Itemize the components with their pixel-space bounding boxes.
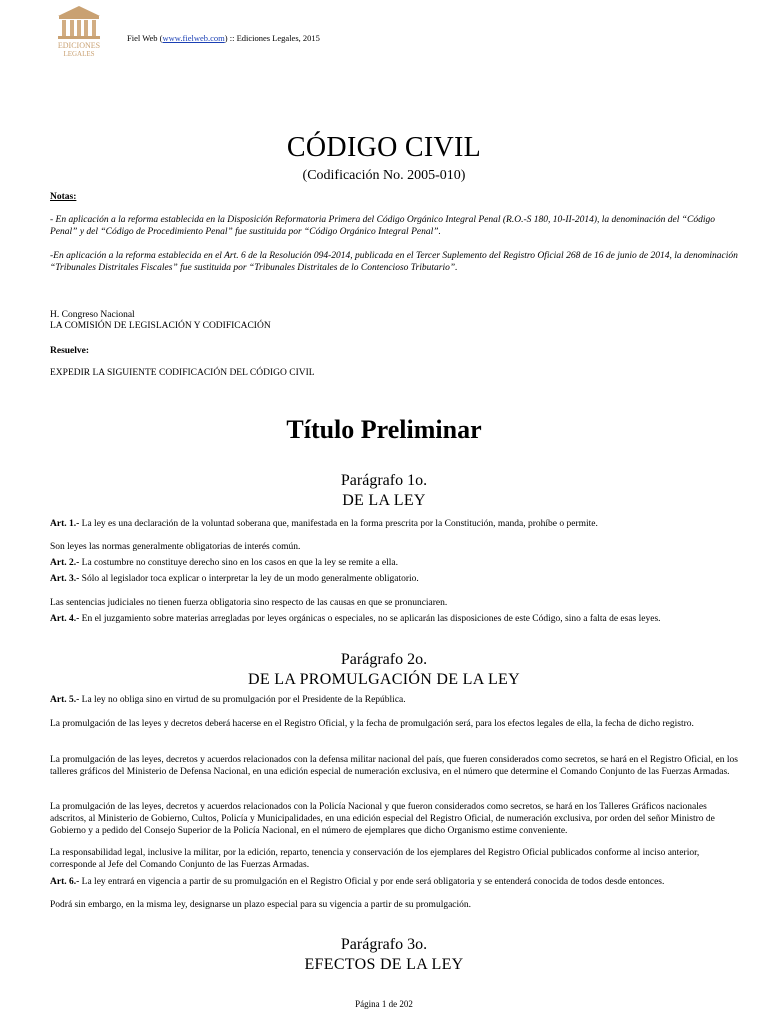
article-5-text: La ley no obliga sino en virtud de su promulgación por el Presidente de la República. (79, 695, 406, 705)
article-1-label: Art. 1.- (50, 519, 80, 529)
titulo-preliminar: Título Preliminar (286, 415, 482, 444)
article-1 (50, 518, 740, 530)
note-1: - En aplicación a la reforma establecida en la Disposición Reformatoria Primera del Código Orgánico Integral Penal (R.O.-S 180, 10-II-2014), la denominación del “Código Penal” y del “Código de Procedimiento Penal” fue sustituida por “Código Orgánico Integral Penal”. (50, 215, 715, 237)
codification-number: (Codificación No. 2005-010) (302, 168, 466, 183)
article-3-paragraph-2: Las sentencias judiciales no tienen fuerza obligatoria sino respecto de las causas en que se pronunciaren. (50, 598, 448, 608)
page-number-footer: Página 1 de 202 (355, 999, 413, 1009)
paragraph-2-name: DE LA PROMULGACIÓN DE LA LEY (248, 671, 520, 688)
article-6-label: Art. 6.- (50, 877, 80, 887)
paragraph-2-number: Parágrafo 2o. (340, 651, 428, 668)
article-1-text: La ley es una declaración de la voluntad soberana que, manifestada en la forma prescrita por la Constitución, manda, prohíbe o permite. (79, 519, 598, 529)
article-5-paragraph-2: La promulgación de las leyes y decretos deberá hacerse en el Registro Oficial, y la fecha de promulgación será, para los efectos legales de ella, la fecha de dicho registro. (50, 719, 694, 729)
article-3-text: Sólo al legislador toca explicar o interpretar la ley de un modo generalmente obligatorio. (79, 574, 419, 584)
article-3-label: Art. 3.- (50, 574, 80, 584)
notes-label: Notas: (50, 192, 77, 202)
article-1-paragraph-2: Son leyes las normas generalmente obligatorias de interés común. (50, 542, 301, 552)
logo-text-2: LEGALES (63, 50, 95, 58)
header-prefix: Fiel Web ( (127, 33, 163, 43)
paragraph-3-number: Parágrafo 3o. (340, 936, 428, 953)
comision-line: LA COMISIÓN DE LEGISLACIÓN Y CODIFICACIÓN (50, 321, 271, 331)
article-5-paragraph-5: La responsabilidad legal, inclusive la militar, por la edición, reparto, tenencia y conservación de los ejemplares del Registro Oficial publicados conforme al inciso anterior, corresponde al Jefe del Comando Conjunto de las Fuerzas Armadas. (50, 848, 700, 870)
article-5-label: Art. 5.- (50, 695, 80, 705)
article-6-text: La ley entrará en vigencia a partir de su promulgación en el Registro Oficial y por ende será obligatoria y se entenderá conocida de todos desde entonces. (79, 877, 665, 887)
article-2-label: Art. 2.- (50, 558, 80, 568)
article-2 (50, 557, 740, 569)
resuelve-label: Resuelve: (50, 346, 90, 356)
article-6-paragraph-2: Podrá sin embargo, en la misma ley, designarse un plazo especial para su vigencia a partir de su promulgación. (50, 900, 472, 910)
article-6 (50, 876, 740, 888)
paragraph-1-name: DE LA LEY (342, 492, 426, 509)
fielweb-link[interactable]: www.fielweb.com (162, 33, 225, 43)
expedir-line: EXPEDIR LA SIGUIENTE CODIFICACIÓN DEL CÓDIGO CIVIL (50, 368, 315, 378)
article-5-paragraph-4: La promulgación de las leyes, decretos y acuerdos relacionados con la Policía Nacional y que fueron considerados como secretos, se hará en los Talleres Gráficos nacionales adscritos, al Ministerio de Gobierno, Cultos, Policía y Municipalidades, en una edición especial del Registro Oficial, de numeración exclusiva, por orden del señor Ministro de Gobierno y a pedido del Consejo Superior de la Policía Nacional, en el número de ejemplares que dicho Organismo estime conveniente. (50, 802, 715, 836)
document-title: CÓDIGO CIVIL (286, 132, 482, 163)
ediciones-legales-logo (50, 4, 108, 58)
article-3 (50, 573, 740, 585)
article-5 (50, 694, 740, 706)
congreso-line: H. Congreso Nacional (50, 310, 135, 320)
article-4 (50, 613, 740, 625)
paragraph-3-name: EFECTOS DE LA LEY (304, 956, 464, 973)
header-source-line (127, 33, 320, 43)
paragraph-1-number: Parágrafo 1o. (340, 472, 428, 489)
header-suffix: ) :: Ediciones Legales, 2015 (224, 33, 320, 43)
note-2: -En aplicación a la reforma establecida en el Art. 6 de la Resolución 094-2014, publicada en el Tercer Suplemento del Registro Oficial 268 de 16 de junio de 2014, la denominación “Tribunales Distritales Fiscales” fue sustituida por “Tribunales Distritales de lo Contencioso Tributario”. (50, 251, 738, 273)
logo-text-1: EDICIONES (57, 41, 101, 50)
article-4-label: Art. 4.- (50, 614, 80, 624)
article-2-text: La costumbre no constituye derecho sino en los casos en que la ley se remite a ella. (79, 558, 398, 568)
article-5-paragraph-3: La promulgación de las leyes, decretos y acuerdos relacionados con la defensa militar nacional del país, que fueren considerados como secretos, se hará en el Registro Oficial, en los talleres gráficos del Ministerio de Defensa Nacional, en una edición especial de numeración exclusiva, en el número que determine el Comando Conjunto de las Fuerzas Armadas. (50, 755, 738, 777)
article-4-text: En el juzgamiento sobre materias arregladas por leyes orgánicas o especiales, no se aplicarán las disposiciones de este Código, sino a falta de esas leyes. (79, 614, 661, 624)
